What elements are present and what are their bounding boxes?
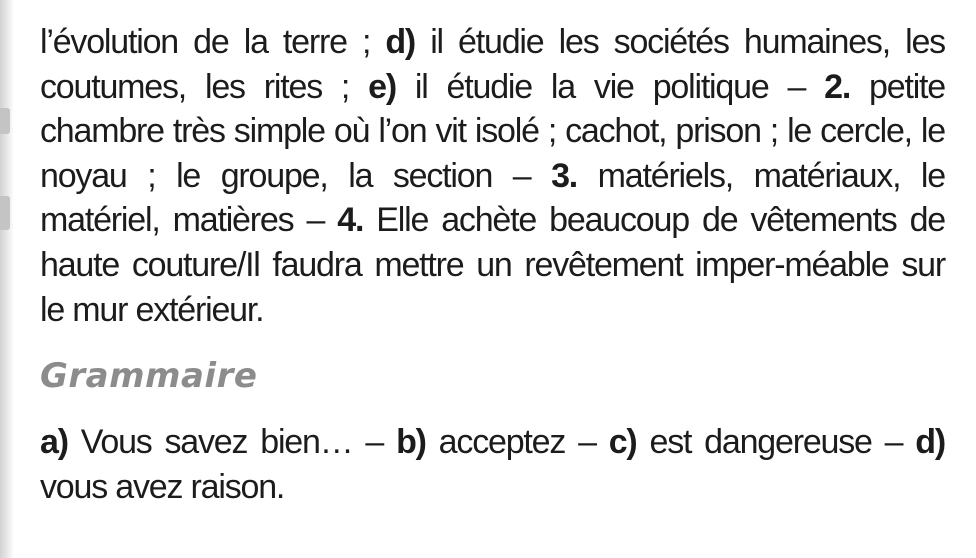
text-run: petite chambre très simple où l’on vit isolé ; cachot, prison ; le cercle, le noyau ; le groupe, la section – — [40, 67, 945, 195]
item-letter: e) — [368, 67, 396, 106]
text-run: acceptez – — [425, 423, 609, 461]
text-run: est dangereuse – — [636, 423, 916, 461]
grammar-answers — [40, 420, 945, 509]
item-letter: a) — [40, 423, 68, 461]
page-edge-notch — [0, 108, 10, 134]
text-run: l’évolution de la terre ; — [40, 23, 386, 61]
item-letter: b) — [396, 423, 426, 461]
text-run: Elle achète beaucoup de vêtements de haute couture/Il faudra mettre un revêtement imper-méable sur le mur extérieur. — [40, 201, 945, 329]
page-edge-notch — [0, 196, 10, 230]
page-edge — [0, 0, 14, 558]
text-run: il étudie la vie politique – — [395, 67, 825, 106]
text-run: vous avez raison. — [40, 467, 285, 506]
section-heading: Grammaire — [40, 356, 258, 396]
item-letter: d) — [915, 423, 945, 461]
item-number: 4. — [337, 201, 364, 240]
item-letter: c) — [608, 423, 637, 461]
text-run: il étudie les sociétés humaines, les coutumes, les rites ; — [40, 23, 945, 106]
item-number: 3. — [551, 156, 578, 195]
text-run: matériels, matériaux, le matériel, matières – — [40, 156, 945, 240]
item-letter: d) — [385, 23, 416, 61]
text-run: Vous savez bien… – — [67, 423, 397, 461]
answer-paragraph — [40, 20, 945, 332]
item-number: 2. — [824, 67, 851, 106]
